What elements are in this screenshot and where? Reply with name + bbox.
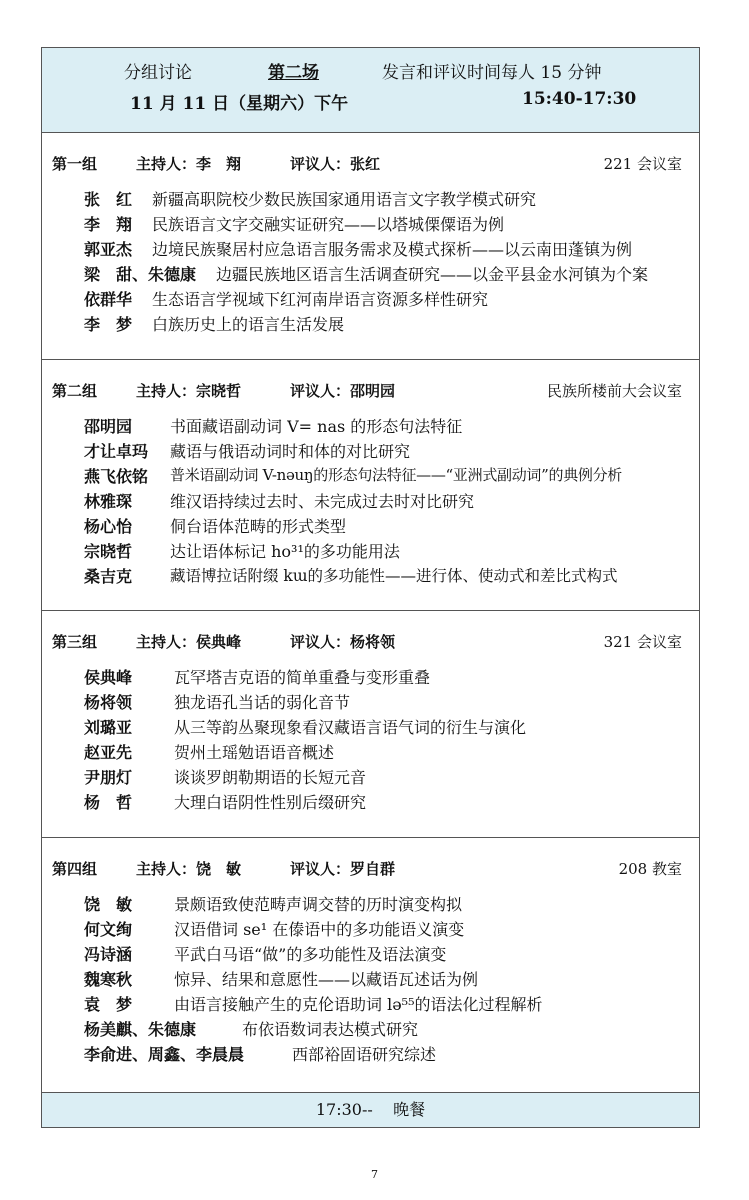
talk-speaker: 何文绚 (84, 920, 133, 939)
group-reviewer: 评议人：邵明园 (290, 382, 396, 400)
talk-speaker: 李 梦 (84, 315, 133, 334)
group-header (52, 380, 692, 402)
group-4 (42, 838, 699, 1094)
talk-speaker: 李 翔 (84, 215, 133, 234)
talk-speaker: 杨美麒、朱德康 (84, 1020, 197, 1039)
time-rule: 发言和评议时间每人 15 分钟 (382, 63, 602, 83)
talk-title: 普米语副动词 V-nəuŋ的形态句法特征——“亚洲式副动词”的典例分析 (170, 466, 622, 484)
talk-speaker: 杨 哲 (84, 793, 133, 812)
group-name: 第三组 (52, 633, 98, 651)
group-reviewer: 评议人：杨将领 (290, 633, 396, 651)
talk-speaker: 侯典峰 (84, 668, 133, 687)
talk-speaker: 饶 敏 (84, 895, 133, 914)
talk-speaker: 燕飞依铭 (84, 467, 149, 486)
talk-speaker: 李俞进、周鑫、李晨晨 (84, 1045, 245, 1064)
talk-title: 边疆民族地区语言生活调查研究——以金平县金水河镇为个案 (216, 265, 649, 284)
talk-title: 贺州土瑶勉语语音概述 (174, 743, 335, 762)
talk-title: 藏语与俄语动词时和体的对比研究 (170, 442, 411, 461)
session-type: 分组讨论 (124, 63, 192, 83)
talk-speaker: 才让卓玛 (84, 442, 149, 461)
talk-speaker: 冯诗涵 (84, 945, 133, 964)
group-host: 主持人：宗晓哲 (136, 382, 242, 400)
talk-speaker: 郭亚杰 (84, 240, 133, 259)
talk-speaker: 桑吉克 (84, 567, 133, 586)
group-name: 第二组 (52, 382, 98, 400)
group-reviewer: 评议人：罗自群 (290, 860, 396, 878)
talk-title: 大理白语阴性性别后缀研究 (174, 793, 367, 812)
talk-title: 达让语体标记 ho³¹的多功能用法 (170, 542, 400, 561)
group-name: 第一组 (52, 155, 98, 173)
talk-title: 从三等韵丛聚现象看汉藏语言语气词的衍生与演化 (174, 718, 527, 737)
talk-title: 惊异、结果和意愿性——以藏语瓦述话为例 (174, 970, 479, 989)
group-host: 主持人：饶 敏 (136, 860, 242, 878)
page-number: 7 (371, 1168, 378, 1181)
talk-speaker: 宗晓哲 (84, 542, 133, 561)
talk-speaker: 袁 梦 (84, 995, 133, 1014)
talk-title: 瓦罕塔吉克语的简单重叠与变形重叠 (174, 668, 431, 687)
session-time: 15:40-17:30 (522, 89, 637, 109)
talk-title: 白族历史上的语言生活发展 (152, 315, 345, 334)
talk-title: 维汉语持续过去时、未完成过去时对比研究 (170, 492, 475, 511)
talk-speaker: 赵亚先 (84, 743, 133, 762)
group-header (52, 631, 692, 653)
group-room: 民族所楼前大会议室 (546, 382, 682, 400)
session-date: 11 月 11 日（星期六）下午 (130, 94, 349, 114)
talk-speaker: 林雅琛 (84, 492, 133, 511)
group-host: 主持人：侯典峰 (136, 633, 242, 651)
talk-speaker: 张 红 (84, 190, 133, 209)
talk-title: 边境民族聚居村应急语言服务需求及模式探析——以云南田蓬镇为例 (152, 240, 633, 259)
talk-speaker: 尹朋灯 (84, 768, 133, 787)
talk-title: 藏语博拉话附缀 kɯ的多功能性——进行体、使动式和差比式构式 (170, 567, 618, 585)
schedule-table (41, 47, 700, 1128)
group-room: 221 会议室 (603, 155, 682, 173)
session-header (42, 48, 699, 133)
talk-title: 汉语借词 se¹ 在傣语中的多功能语义演变 (174, 920, 465, 939)
dinner-footer (42, 1092, 699, 1127)
talk-speaker: 梁 甜、朱德康 (84, 265, 197, 284)
talk-title: 西部裕固语研究综述 (292, 1045, 437, 1064)
group-room: 208 教室 (618, 860, 682, 878)
group-1 (42, 133, 699, 360)
talk-title: 新疆高职院校少数民族国家通用语言文字教学模式研究 (152, 190, 537, 209)
session-name: 第二场 (268, 63, 319, 83)
group-reviewer: 评议人：张红 (290, 155, 381, 173)
talk-title: 由语言接触产生的克伦语助词 lə⁵⁵的语法化过程解析 (174, 995, 543, 1014)
talk-title: 生态语言学视域下红河南岸语言资源多样性研究 (152, 290, 489, 309)
group-room: 321 会议室 (603, 633, 682, 651)
talk-title: 景颇语致使范畴声调交替的历时演变构拟 (174, 895, 463, 914)
talk-title: 平武白马语“做”的多功能性及语法演变 (174, 945, 447, 964)
group-3 (42, 611, 699, 838)
talk-title: 侗台语体范畴的形式类型 (170, 517, 347, 536)
talk-title: 布依语数词表达模式研究 (242, 1020, 419, 1039)
dinner-time: 17:30-- (315, 1100, 373, 1119)
talk-title: 独龙语孔当话的弱化音节 (174, 693, 351, 712)
talk-title: 民族语言文字交融实证研究——以塔城傈僳语为例 (152, 215, 505, 234)
talk-title: 书面藏语副动词 V= nas 的形态句法特征 (170, 417, 463, 436)
talk-speaker: 魏寒秋 (84, 970, 133, 989)
talk-speaker: 杨将领 (84, 693, 133, 712)
group-2 (42, 360, 699, 611)
talk-speaker: 刘璐亚 (84, 718, 133, 737)
group-name: 第四组 (52, 860, 98, 878)
talk-speaker: 杨心怡 (84, 517, 133, 536)
talk-speaker: 邵明园 (84, 417, 133, 436)
group-header (52, 858, 692, 880)
group-host: 主持人：李 翔 (136, 155, 242, 173)
talk-title: 谈谈罗朗勒期语的长短元音 (174, 768, 367, 787)
talk-speaker: 依群华 (84, 290, 133, 309)
group-header (52, 153, 692, 175)
dinner-label: 晚餐 (393, 1100, 426, 1119)
